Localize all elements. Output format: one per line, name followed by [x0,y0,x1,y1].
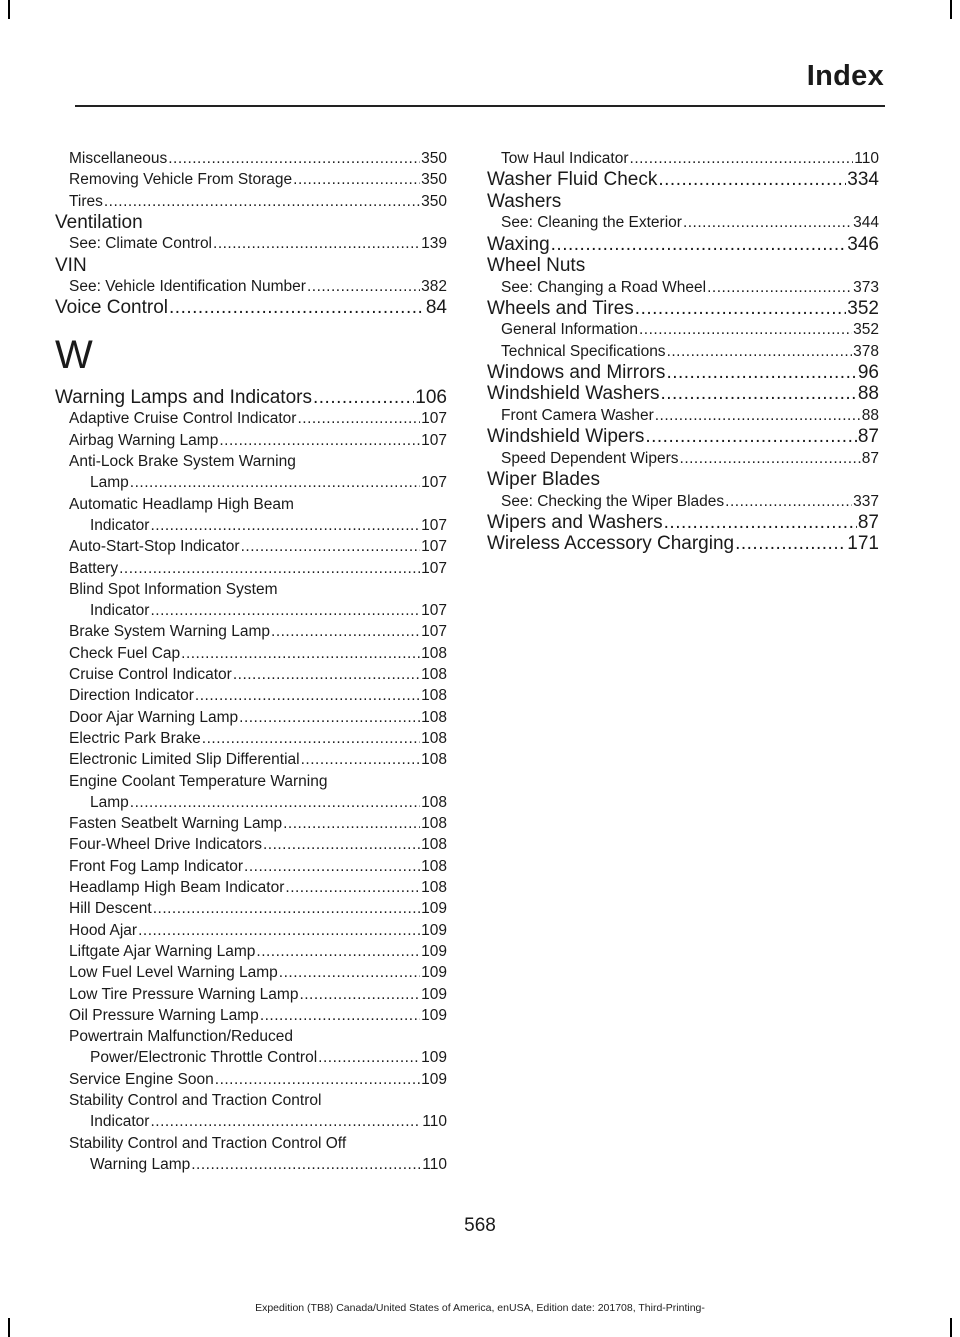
index-entry-sub [55,877,447,898]
index-page-number: 378 [853,342,879,360]
index-page-number: 107 [421,559,447,577]
index-entry-sub [55,920,447,941]
dot-leader [202,728,420,749]
index-entry-wrapped: Powertrain Malfunction/Reduced [69,1028,294,1046]
index-entry-sub [55,472,447,493]
index-entry-text: Auto-Start-Stop Indicator [69,538,240,556]
index-entry-text: See: Cleaning the Exterior [501,214,682,232]
index-entry-main [55,387,447,409]
index-entry-text: Direction Indicator [69,687,194,705]
index-entry-text: Hood Ajar [69,921,138,939]
index-entry-text: Indicator [90,516,150,534]
index-entry-main [487,234,879,256]
index-page-number: 344 [853,214,879,232]
dot-leader [104,191,420,212]
dot-leader [313,387,414,409]
index-entry-sub [55,600,447,621]
index-page-number: 108 [421,793,447,811]
index-entry-text: Electronic Limited Slip Differential [69,751,300,769]
index-page-number: 139 [421,235,447,253]
index-entry-wrapped: Engine Coolant Temperature Warning [69,772,328,790]
dot-leader [244,856,420,877]
index-section-letter: W [55,332,93,377]
index-entry-main [487,512,879,534]
index-entry-sub [55,536,447,557]
dot-leader [707,277,852,298]
index-page-number: 107 [421,410,447,428]
index-page-number: 109 [421,942,447,960]
index-entry-sub [55,1005,447,1026]
index-entry-sub [55,707,447,728]
index-page-number: 109 [421,900,447,918]
index-entry-text: Low Tire Pressure Warning Lamp [69,985,299,1003]
index-entry-text: Windows and Mirrors [487,361,666,383]
index-entry-text: Check Fuel Cap [69,644,181,662]
index-entry-sub [55,430,447,451]
dot-leader [263,834,420,855]
index-entry-text: Windshield Wipers [487,426,645,448]
dot-leader [667,341,853,362]
index-entry-text: Indicator [90,1113,150,1131]
dot-leader [271,621,420,642]
index-column-right [487,148,879,555]
index-page-number: 108 [421,708,447,726]
index-entry-text: Lamp [90,474,129,492]
index-entry-sub [55,984,447,1005]
index-entry-text: Battery [69,559,119,577]
index-entry-wrapped: Anti-Lock Brake System Warning [69,453,296,471]
index-entry-text: Brake System Warning Lamp [69,623,271,641]
index-page-number: 107 [421,516,447,534]
index-entry-text: Warning Lamp [90,1155,191,1173]
index-entry-main [487,383,879,405]
index-page-number: 108 [421,836,447,854]
index-entry-sub [55,664,447,685]
index-entry-text: Cruise Control Indicator [69,666,232,684]
index-entry-main [487,426,879,448]
index-entry-wrapped: Blind Spot Information System [69,580,278,598]
index-page-number: 110 [422,1113,447,1131]
index-entry-sub [55,515,447,536]
index-entry-text: Miscellaneous [69,150,168,167]
index-entry-text: Washer Fluid Check [487,169,658,191]
index-page-number: 108 [421,729,447,747]
dot-leader [130,472,420,493]
dot-leader [283,813,420,834]
index-entry-text: Technical Specifications [501,342,666,360]
index-page-number: 350 [421,150,447,167]
index-entry-text: Waxing [487,233,550,255]
dot-leader [191,1154,421,1175]
index-page-number: 108 [421,751,447,769]
index-heading: Ventilation [55,211,143,233]
index-page-number: 350 [421,171,447,189]
index-entry-sub [55,169,447,190]
dot-leader [119,558,420,579]
index-entry-text: Lamp [90,793,129,811]
index-entry-sub [55,621,447,642]
index-page-number: 337 [853,492,879,510]
index-page-number: 87 [861,449,879,467]
dot-leader [241,536,421,557]
index-entry-wrapped: Stability Control and Traction Control Off [69,1134,347,1152]
dot-leader [293,169,420,190]
index-page-number: 352 [847,297,879,319]
index-entry-sub [55,558,447,579]
index-entry-main [487,362,879,384]
index-entry-text: See: Vehicle Identification Number [69,278,306,296]
index-entry-text: Tires [69,192,103,210]
index-entry-text: Fasten Seatbelt Warning Lamp [69,815,283,833]
index-entry-text: Wireless Accessory Charging [487,533,735,555]
dot-leader [150,600,420,621]
dot-leader [215,1069,420,1090]
dot-leader [130,792,420,813]
index-page-number: 109 [421,1006,447,1024]
index-entry-sub [55,148,447,169]
index-entry-text: Airbag Warning Lamp [69,431,219,449]
index-page-number: 107 [421,602,447,620]
index-entry-text: Liftgate Ajar Warning Lamp [69,942,256,960]
crop-mark-bottom-left-v [8,1318,10,1337]
index-page-number: 108 [421,687,447,705]
index-entry-text: See: Climate Control [69,235,213,253]
index-entry-text: Four-Wheel Drive Indicators [69,836,262,854]
index-column-left [55,148,447,1175]
index-page-number: 87 [857,511,879,533]
dot-leader [150,1111,421,1132]
index-entry-sub [487,448,879,469]
footer-edition-text: Expedition (TB8) Canada/United States of America, enUSA, Edition date: 201708, Third-Printing- [255,1302,705,1314]
index-page-number: 110 [854,150,879,167]
index-entry-sub [55,1111,447,1132]
index-entry-sub [55,643,447,664]
index-entry-sub [55,898,447,919]
index-page-number: 96 [857,361,879,383]
index-page-number: 373 [853,278,879,296]
crop-mark-top-right-v [950,0,952,19]
index-entry-text: Hill Descent [69,900,152,918]
dot-leader [239,707,420,728]
index-page-number: 108 [421,815,447,833]
index-page-number: 334 [847,169,879,191]
index-entry-sub [55,962,447,983]
index-page-number: 108 [421,666,447,684]
index-entry-sub [55,728,447,749]
index-page-number: 110 [422,1155,447,1173]
index-entry-main [487,298,879,320]
index-page-number: 109 [421,985,447,1003]
index-entry-text: Adaptive Cruise Control Indicator [69,410,297,428]
index-entry-text: General Information [501,321,638,339]
dot-leader [138,920,420,941]
index-heading: Wiper Blades [487,469,600,491]
index-page-number: 87 [857,426,879,448]
dot-leader [735,533,846,555]
index-entry-text: Voice Control [55,297,169,319]
dot-leader [551,234,847,256]
index-entry-text: Electric Park Brake [69,729,201,747]
index-page-number: 109 [421,1049,447,1067]
index-entry-text: Wipers and Washers [487,511,663,533]
index-entry-main [487,533,879,555]
dot-leader [639,319,852,340]
index-page-number: 109 [421,921,447,939]
index-entry-text: Headlamp High Beam Indicator [69,879,285,897]
index-entry-text: Service Engine Soon [69,1070,214,1088]
index-entry-text: Warning Lamps and Indicators [55,386,312,408]
index-page-number: 107 [421,474,447,492]
index-heading: VIN [55,254,87,276]
index-entry-text: Front Fog Lamp Indicator [69,857,244,875]
crop-mark-bottom-right-v [950,1318,952,1337]
dot-leader [655,405,861,426]
index-entry-sub [55,856,447,877]
header-rule [75,105,885,107]
index-entry-sub [487,277,879,298]
dot-leader [285,877,420,898]
dot-leader [307,276,420,297]
dot-leader [279,962,420,983]
index-page-number: 107 [421,538,447,556]
index-entry-text: Removing Vehicle From Storage [69,171,293,189]
index-entry-sub [55,1047,447,1068]
index-page-number: 171 [847,533,879,555]
index-entry-text: See: Checking the Wiper Blades [501,492,725,510]
index-entry-sub [55,191,447,212]
dot-leader [683,212,852,233]
index-page-number: 88 [857,383,879,405]
index-page-number: 107 [421,431,447,449]
dot-leader [301,749,421,770]
index-entry-wrapped: Automatic Headlamp High Beam [69,495,294,513]
index-entry-text: Power/Electronic Throttle Control [90,1049,318,1067]
index-entry-sub [55,941,447,962]
dot-leader [233,664,420,685]
dot-leader [260,1005,420,1026]
index-entry-sub [487,341,879,362]
dot-leader [195,685,420,706]
dot-leader [645,426,857,448]
dot-leader [256,941,420,962]
dot-leader [630,148,854,169]
index-entry-text: Front Camera Washer [501,406,654,424]
dot-leader [318,1047,420,1068]
index-entry-sub [55,749,447,770]
index-entry-sub [55,834,447,855]
dot-leader [181,643,420,664]
dot-leader [658,169,846,191]
index-entry-text: Indicator [90,602,150,620]
dot-leader [299,984,420,1005]
dot-leader [666,362,856,384]
index-page-number: 108 [421,879,447,897]
index-entry-sub [55,792,447,813]
index-entry-sub [55,276,447,297]
dot-leader [169,297,425,319]
index-page-number: 107 [421,623,447,641]
index-heading: Wheel Nuts [487,255,586,277]
index-entry-text: Wheels and Tires [487,297,634,319]
page-title: Index [806,60,884,92]
dot-leader [213,233,420,254]
dot-leader [297,408,420,429]
index-entry-sub [487,212,879,233]
index-page-number: 382 [421,278,447,296]
index-entry-text: Windshield Washers [487,383,660,405]
index-entry-sub [487,319,879,340]
index-entry-text: Low Fuel Level Warning Lamp [69,964,278,982]
index-page-number: 346 [847,233,879,255]
index-page-number: 109 [421,964,447,982]
index-entry-sub [487,491,879,512]
index-entry-sub [55,1154,447,1175]
index-entry-text: See: Changing a Road Wheel [501,278,707,296]
index-entry-sub [55,685,447,706]
dot-leader [150,515,420,536]
index-entry-sub [55,408,447,429]
index-page-number: 88 [861,406,879,424]
index-entry-text: Tow Haul Indicator [501,150,629,167]
index-page-number: 108 [421,644,447,662]
dot-leader [660,383,856,405]
dot-leader [219,430,420,451]
index-page-number: 106 [415,386,447,408]
index-entry-sub [55,813,447,834]
index-page-number: 109 [421,1070,447,1088]
index-entry-sub [55,233,447,254]
crop-mark-top-left-v [8,0,10,19]
index-entry-wrapped: Stability Control and Traction Control [69,1091,322,1109]
index-entry-sub [487,405,879,426]
index-entry-text: Door Ajar Warning Lamp [69,708,239,726]
dot-leader [635,298,847,320]
page-number: 568 [464,1215,496,1236]
index-entry-text: Speed Dependent Wipers [501,449,679,467]
index-entry-main [487,169,879,191]
index-page-number: 352 [853,321,879,339]
index-entry-text: Oil Pressure Warning Lamp [69,1006,259,1024]
index-entry-main [55,297,447,319]
index-heading: Washers [487,190,562,212]
dot-leader [725,491,852,512]
dot-leader [680,448,861,469]
dot-leader [664,512,857,534]
index-entry-sub [487,148,879,169]
index-page-number: 108 [421,857,447,875]
index-page-number: 84 [425,297,447,319]
dot-leader [153,898,420,919]
dot-leader [168,148,420,169]
index-entry-sub [55,1069,447,1090]
index-page-number: 350 [421,192,447,210]
